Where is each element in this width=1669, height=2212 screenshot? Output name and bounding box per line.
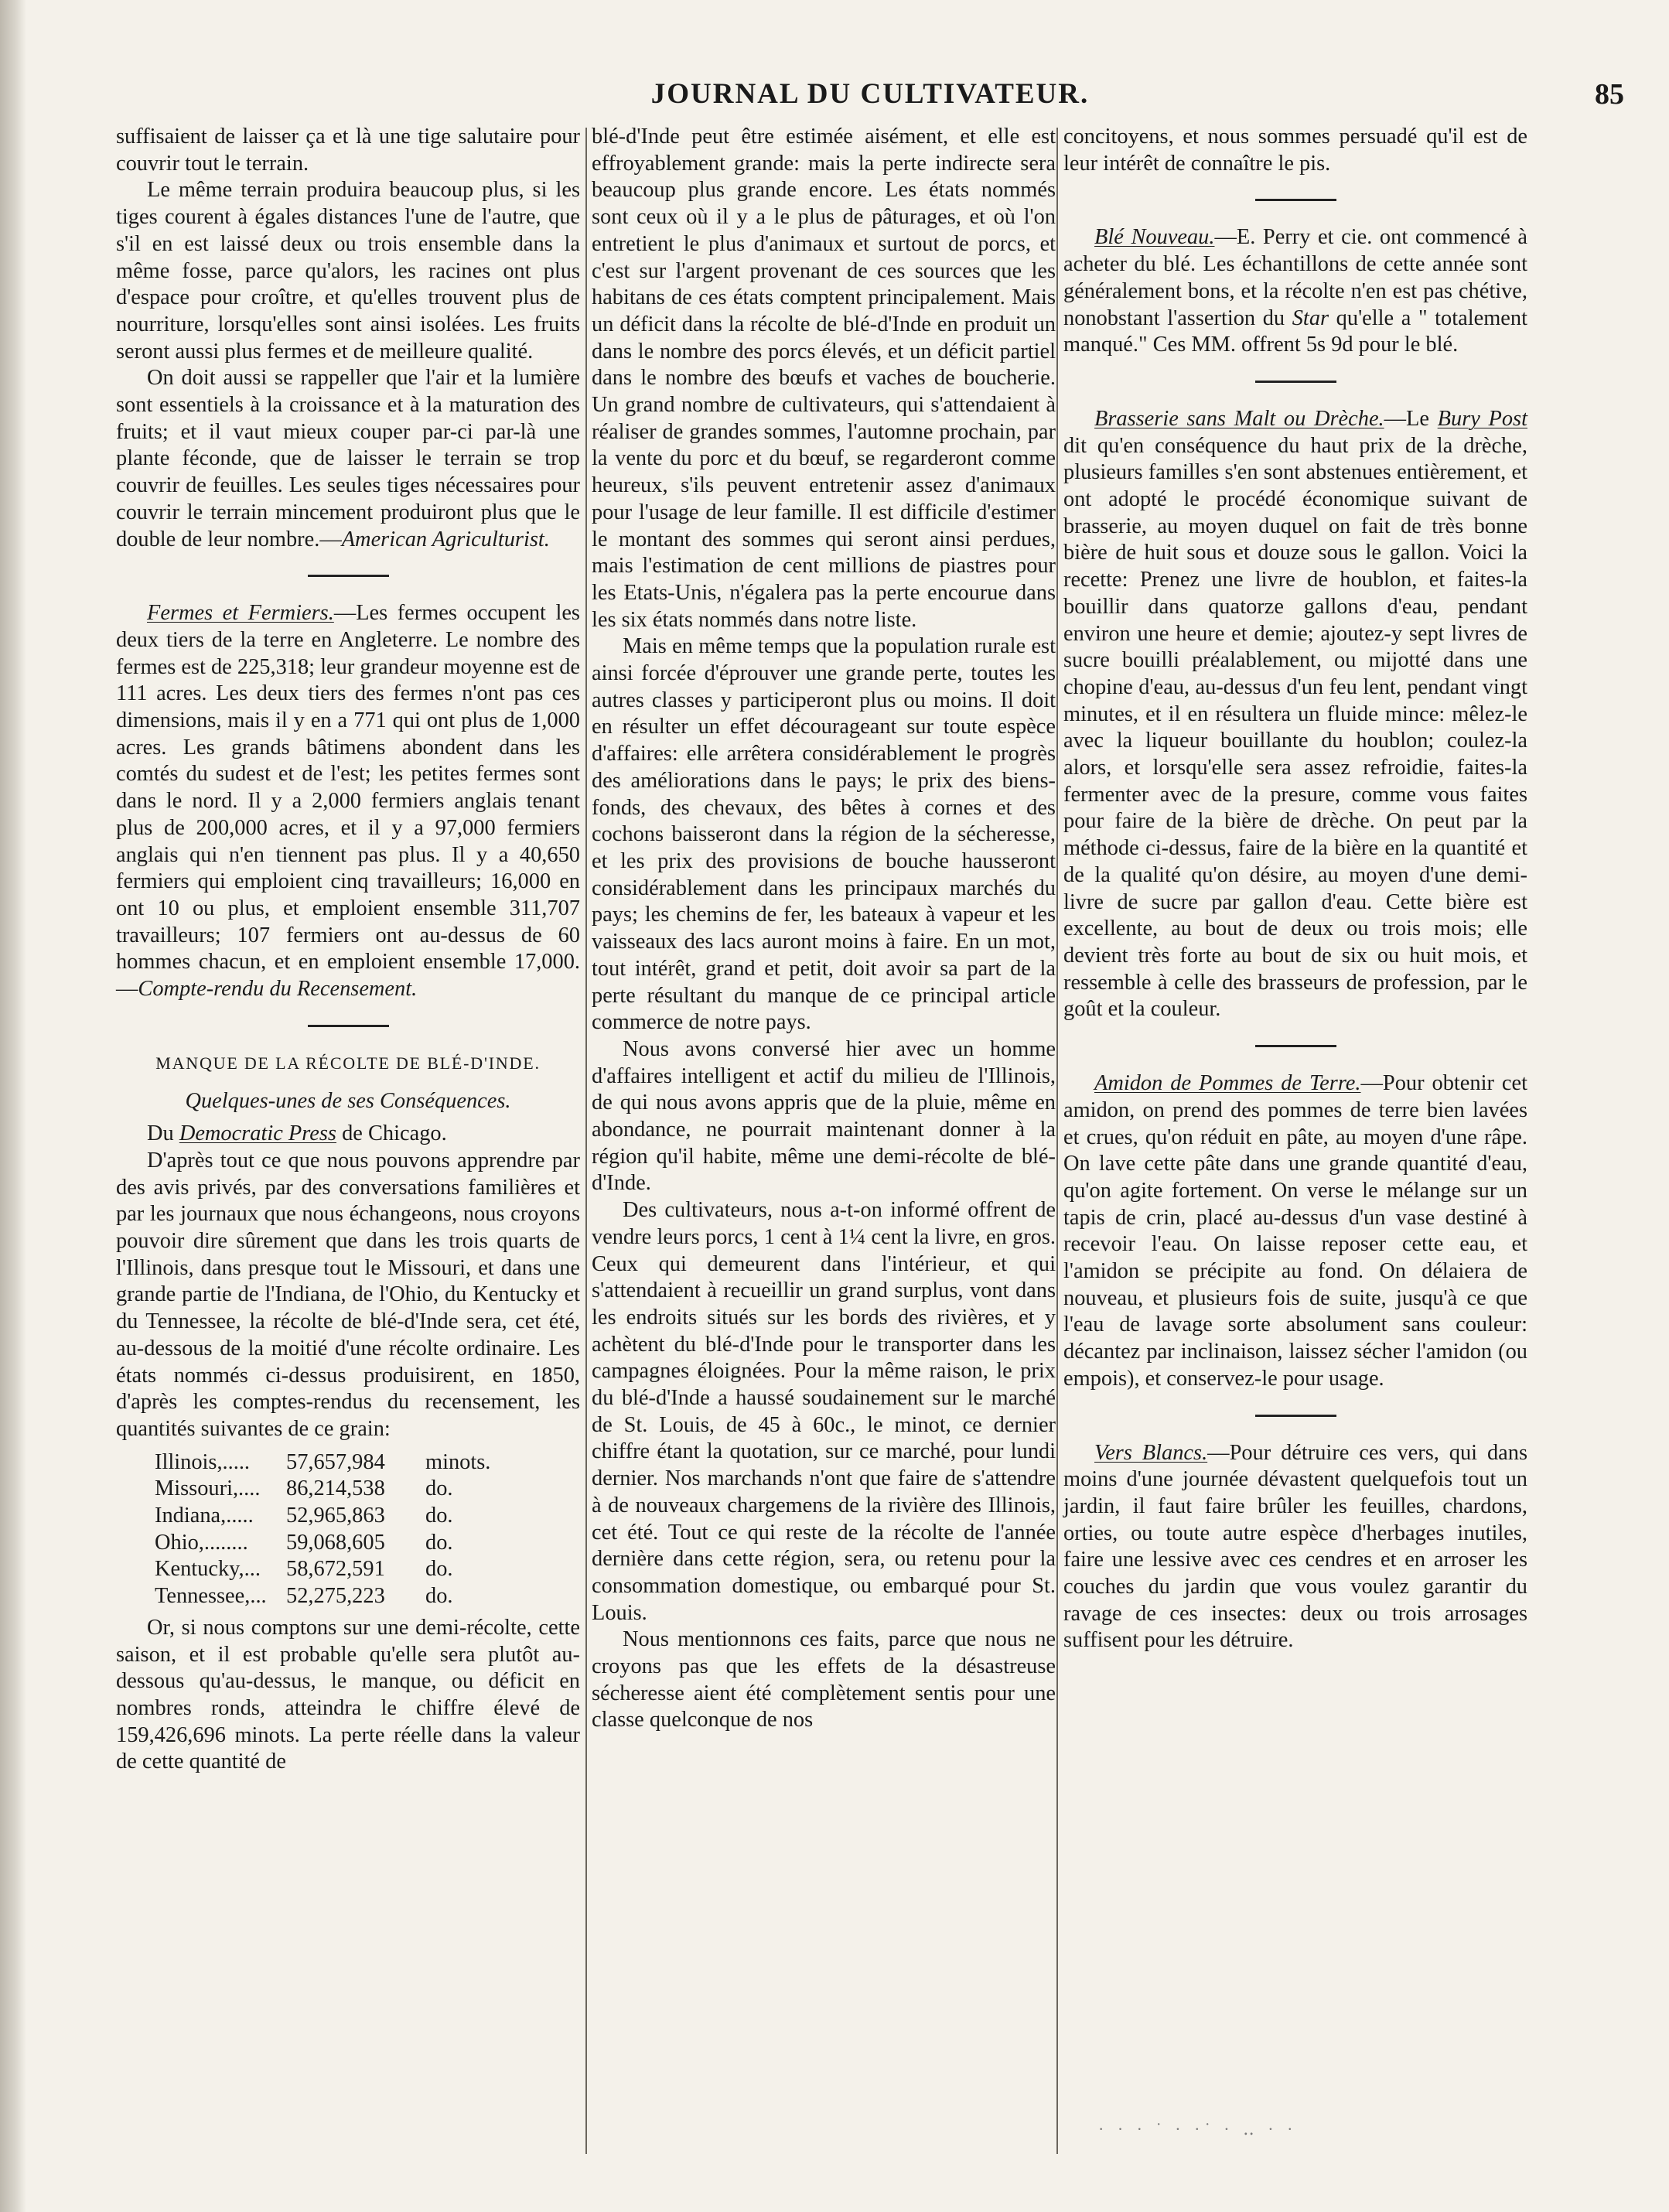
paragraph-apres: D'après tout ce que nous pouvons apprendre par des avis privés, par des conversations familières et par les journaux que nous échangeons, nous croyons pouvoir dire sûrement que dans les trois quarts de l'Illinois, dans presque tout le Missouri, et dans une grande partie de l'Indiana, de l'Ohio, du Kentucky et du Tennessee, la récolte de blé-d'Inde sera, cet été, au-dessous de la moitié d'une récolte ordinaire. Les états nommés ci-dessus produisirent, en 1850, d'après les comptes-rendus du recensement, les quantités suivantes de ce grain: (116, 1148, 580, 1441)
page-binding-edge (0, 0, 26, 2212)
section-subheading: Quelques-unes de ses Conséquences. (185, 1088, 511, 1113)
article-amidon-text: —Pour obtenir cet amidon, on prend des pommes de terre bien lavées et crues, qu'on réduit en pâte, au moyen d'une râpe. On lave cette pâte dans une grande quantité d'eau, qu'on agite fortement. On verse le mélange sur un tapis de crin, placé au-dessus d'un vase destiné à recevoir l'eau. On laisse reposer cette eau, et l'amidon se précipite au fond. On délaiera de nouveau, et plusieurs fois de suite, jusqu'à ce que l'eau de lavage sorte absolument sans couleur: décantez par inclinaison, laissez sécher l'amidon (ou empois), et conservez-le pour usage. (1063, 1071, 1527, 1391)
column-rule-left (585, 128, 587, 2154)
article-amidon (1063, 1070, 1527, 1392)
crop-state: Missouri,.... (155, 1476, 261, 1501)
crop-state: Kentucky,... (155, 1557, 261, 1582)
article-separator (308, 575, 389, 577)
paragraph-terrain: Le même terrain produira beaucoup plus, si les tiges courent à égales distances l'une de l'autre, que s'il en est laissé deux ou trois ensemble dans la même fosse, parce qu'alors, les racines ont plus d'espace pour croître, et qu'elles trouvent plus de nourriture, lorsqu'elles sont ainsi isolées. Les fruits seront aussi plus fermes et de meilleure qualité. (116, 178, 580, 364)
article-fermes-source: Compte-rendu du Recensement. (138, 977, 418, 1002)
crop-row (155, 1503, 580, 1530)
article-ble (1063, 224, 1527, 359)
crop-row (155, 1476, 580, 1503)
column-2 (592, 124, 1056, 1734)
paragraph-air-source: American Agriculturist. (341, 527, 550, 551)
crop-unit: do. (425, 1557, 453, 1582)
paragraph-continued: suffisaient de laisser ça et là une tige salutaire pour couvrir tout le terrain. (116, 125, 580, 176)
article-brasserie-paper: Bury Post (1437, 406, 1527, 431)
paragraph-or: Or, si nous comptons sur une demi-récolte, cette saison, et il est probable qu'elle sera plutôt au-dessous qu'au-dessus, le manque, ou déficit en nombres ronds, atteindra le chiffre élevé de 159,426,696 minots. La perte réelle dans la valeur de cette quantité de (116, 1615, 580, 1774)
paragraph-air (116, 365, 580, 553)
article-vers-text: —Pour détruire ces vers, qui dans moins d'une journée dévastent quelquefois tout un jardin, il faut faire brûler les feuilles, chardons, orties, ou toute autre espèce d'herbages inutiles, faire une lessive avec ces cendres et en arroser les couches du jardin que vous voulez garantir du ravage de ces insectes: deux ou trois arrosages suffisent pour les détruire. (1063, 1440, 1527, 1653)
page-number: 85 (1595, 78, 1624, 111)
article-brasserie-title: Brasserie sans Malt ou Drèche. (1094, 406, 1384, 431)
article-separator (308, 1025, 389, 1027)
article-separator (1255, 381, 1336, 383)
article-ble-text-1: —E. Perry et cie. ont commencé à acheter du blé. Les échantillons de cette année sont généralement bons, et la récolte n'en est pas chétive, nonobstant l'assertion du (1063, 225, 1527, 330)
crop-amount: 52,965,863 (286, 1504, 385, 1528)
article-ble-star: Star (1292, 306, 1329, 330)
crop-state: Tennessee,... (155, 1584, 267, 1609)
crop-amount: 59,068,605 (286, 1530, 385, 1555)
paragraph-mention: Nous mentionnons ces faits, parce que nous ne croyons pas que les effets de la désastreuse sécheresse aient été complètement sentis pour une classe quelconque de nos (592, 1627, 1056, 1732)
source-suffix: de Chicago. (342, 1121, 447, 1146)
crop-state: Indiana,..... (155, 1504, 254, 1528)
crop-amount: 52,275,223 (286, 1584, 385, 1609)
article-separator (1255, 1045, 1336, 1047)
source-prefix: Du (147, 1121, 174, 1146)
source-paper: Democratic Press (179, 1121, 336, 1146)
article-ble-text-2: qu'elle a " totalement manqué." Ces MM. offrent 5s 9d pour le blé. (1063, 306, 1527, 357)
crop-state: Illinois,..... (155, 1449, 251, 1474)
crop-unit: do. (425, 1584, 453, 1609)
running-title: JOURNAL DU CULTIVATEUR. (650, 78, 1090, 110)
page-header (116, 77, 1624, 116)
crop-row (155, 1583, 580, 1610)
crop-unit: do. (425, 1530, 453, 1555)
column-1 (116, 124, 580, 1776)
article-brasserie-text: dit qu'en conséquence du haut prix de la drèche, plusieurs familles s'en sont abstenues entièrement, et ont adopté le procédé économique suivant de brasserie, au moyen duquel on fait de très bonne bière de huit sous et douze sous le gallon. Voici la recette: Prenez une livre de houblon, et faites-la bouillir dans quatorze gallons d'eau, pendant environ une heure et demie; ajoutez-y sept livres de sucre bouilli préalablement, ou mijotté dans une chopine d'eau, au-dessus d'un feu lent, pendant vingt minutes, et il en résultera un fluide mince: mêlez-le avec la liqueur bouillante du houblon; coulez-la alors, et lorsqu'elle sera assez refroidie, faites-la fermenter avec de la presure, comme vous faites pour faire de la bière de drèche. On peut par la méthode ci-dessus, faire de la bière en la quantité et de la qualité qu'on désire, au moyen d'une demi-livre de sucre par gallon d'eau. Cette bière est excellente, au bout de deux ou trois mois; elle devient très forte au bout de six ou huit mois, et ressemble à celle des brasseurs de profession, par le goût et la couleur. (1063, 433, 1527, 1022)
article-separator (1255, 199, 1336, 201)
crop-row (155, 1449, 580, 1476)
crop-table (155, 1449, 580, 1610)
article-fermes-text: —Les fermes occupent les deux tiers de la terre en Angleterre. Le nombre des fermes est de 225,318; leur grandeur moyenne est de 111 acres. Les deux tiers des fermes n'ont pas ces dimensions, mais il y en a 771 qui ont plus de 1,000 acres. Les grands bâtimens abondent dans les comtés du sudest et de l'est; les petites fermes sont dans le nord. Il y a 2,000 fermiers anglais tenant plus de 200,000 acres, et il y a 97,000 fermiers anglais qui n'en tiennent pas plus. Il y a 40,650 fermiers qui emploient cinq travailleurs; 16,000 en ont 10 ou plus, et emploient ensemble 311,707 travailleurs; 107 fermiers ont au-dessus de 60 hommes chacun, et en emploient ensemble 17,000.— (116, 601, 580, 1002)
crop-state: Ohio,........ (155, 1530, 248, 1555)
article-vers-title: Vers Blancs. (1094, 1440, 1208, 1465)
paragraph-air-text: On doit aussi se rappeller que l'air et la lumière sont essentiels à la croissance et à la maturation des fruits; et il vaut mieux couper par-ci par-là une plante féconde, que de laisser le terrain se trop couvrir de feuilles. Les seules tiges nécessaires pour couvrir le terrain mincement produiront plus que le double de leur nombre.— (116, 366, 580, 551)
column-3 (1063, 124, 1527, 1654)
crop-unit: do. (425, 1504, 453, 1528)
paragraph-continued: concitoyens, et nous sommes persuadé qu'il est de leur intérêt de connaître le pis. (1063, 125, 1527, 176)
article-ble-title: Blé Nouveau. (1094, 225, 1215, 250)
print-noise-marks: · · · ˙ · ·˙ · ‥ · · (1098, 2119, 1298, 2139)
column-rule-right (1056, 128, 1058, 2154)
crop-amount: 57,657,984 (286, 1449, 385, 1474)
section-heading-manque: MANQUE DE LA RÉCOLTE DE BLÉ-D'INDE. (155, 1053, 541, 1073)
article-amidon-title: Amidon de Pommes de Terre. (1094, 1071, 1361, 1096)
article-fermes-title: Fermes et Fermiers. (147, 601, 334, 626)
article-separator (1255, 1415, 1336, 1417)
crop-row (155, 1530, 580, 1557)
article-fermes (116, 600, 580, 1003)
paragraph-des: Des cultivateurs, nous a-t-on informé offrent de vendre leurs porcs, 1 cent à 1¼ cent la livre, en gros. Ceux qui demeurent dans l'intérieur, et qui s'attendaient à recueillir un grand surplus, vont dans les endroits situés sur les bords des rivières, et y achètent du blé-d'Inde pour le transporter dans les campagnes éloignées. Pour la même raison, le prix du blé-d'Inde a haussé soudainement sur le marché de St. Louis, de 45 à 60c., le minot, ce dernier chiffre étant la quotation, sur ce marché, pour lundi dernier. Nos marchands n'ont que faire de s'attendre à de nouveaux chargemens de la rivière des Illinois, cet été. Tout ce qui reste de la récolte de l'année dernière dans cette région, sera, ou retenu pour la consommation domestique, ou embarqué pour St. Louis. (592, 1198, 1056, 1625)
article-brasserie (1063, 406, 1527, 1023)
crop-amount: 58,672,591 (286, 1557, 385, 1582)
paragraph-nous: Nous avons conversé hier avec un homme d'affaires intelligent et actif du milieu de l'Illinois, de qui nous avons appris que de la pluie, même en abondance, ne pourrait maintenant donner à la région qu'il habite, même une demi-récolte de blé-d'Inde. (592, 1036, 1056, 1196)
article-brasserie-dash: —Le (1384, 406, 1429, 431)
source-line (116, 1121, 580, 1148)
crop-row (155, 1556, 580, 1583)
crop-unit: do. (425, 1476, 453, 1501)
paragraph-mais: Mais en même temps que la population rurale est ainsi forcée d'éprouver une grande perte, toutes les autres classes y participeront plus ou moins. Il doit en résulter un effet décourageant sur toute espèce d'affaires: elle arrêtera considérablement le progrès des améliorations dans le pays; le prix des biens-fonds, des chevaux, des bêtes à cornes et des cochons baisseront dans la région de la sécheresse, et les prix des provisions de bouche hausseront considérablement dans les principaux marchés du pays; les chemins de fer, les bateaux à vapeur et les vaisseaux des lacs auront moins à faire. En un mot, tout intérêt, grand et petit, doit avoir sa part de la perte résultant du manque de ce principal article commerce de notre pays. (592, 634, 1056, 1035)
article-vers (1063, 1440, 1527, 1655)
crop-amount: 86,214,538 (286, 1476, 385, 1501)
crop-unit: minots. (425, 1449, 491, 1474)
paragraph-continued: blé-d'Inde peut être estimée aisément, et elle est effroyablement grande: mais la perte indirecte sera beaucoup plus grande encore. Les états nommés sont ceux où il y a le plus de pâturages, et où l'on entretient le plus d'animaux et surtout de porcs, et c'est sur l'argent provenant de ces sources que les habitans de ces états comptent principalement. Mais un déficit dans la récolte de blé-d'Inde en produit un dans le nombre des porcs élevés, et un déficit partiel dans le nombre des bœufs et vaches de boucherie. Un grand nombre de cultivateurs, qui s'attendaient à réaliser de grandes sommes, l'automne prochain, par la vente du porc et du bœuf, se regarderont comme heureux, s'ils peuvent entretenir assez d'animaux pour l'usage de leur famille. Il est difficile d'estimer le montant des sommes qui seront ainsi perdues, mais l'estimation de cent millions de piastres pour les Etats-Unis, n'égalera pas la perte encourue dans les six états nommés dans notre liste. (592, 125, 1056, 632)
